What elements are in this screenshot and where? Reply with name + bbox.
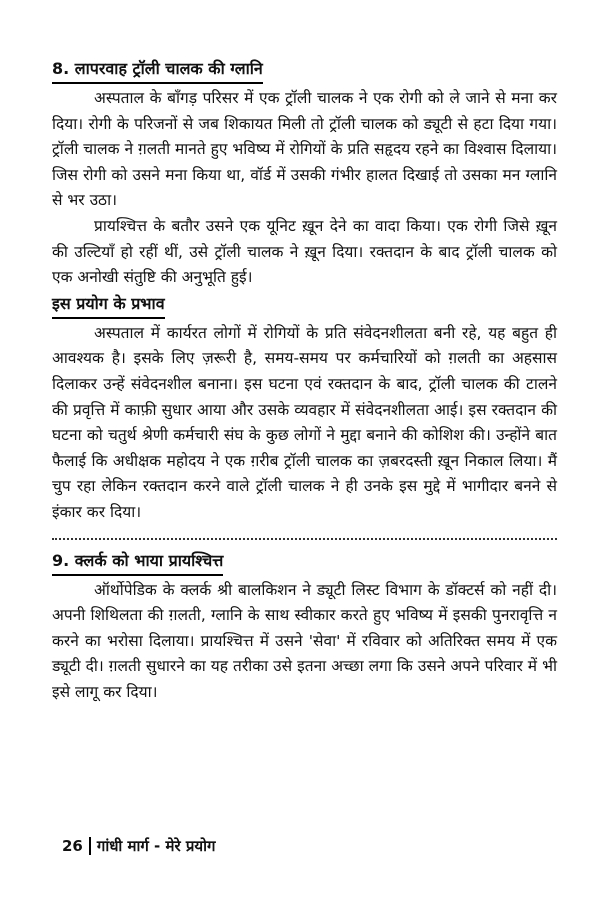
section-8-paragraph-2: प्रायश्चित्त के बतौर उसने एक यूनिट ख़ून देने का वादा किया। एक रोगी जिसे ख़ून की उल्टियाँ हो रहीं थीं, उसे ट्रॉली चालक ने ख़ून दिया। रक्तदान के बाद ट्रॉली चालक को एक अनोखी संतुष्टि की अनुभूति हुई।	[52, 216, 557, 287]
effects-heading: इस प्रयोग के प्रभाव	[52, 291, 165, 319]
page-content	[52, 56, 557, 705]
book-title: गांधी मार्ग - मेरे प्रयोग	[96, 837, 216, 855]
section-9-heading: 9. क्लर्क को भाया प्रायश्चित्त	[52, 548, 223, 576]
dotted-separator	[52, 538, 557, 540]
page-number: 26	[62, 837, 91, 855]
effects-paragraph: अस्पताल में कार्यरत लोगों में रोगियों के प्रति संवेदनशीलता बनी रहे, यह बहुत ही आवश्यक है। इसके लिए ज़रूरी है, समय-समय पर कर्मचारियों को ग़लती का अहसास दिलाकर उन्हें संवेदनशील बनाना। इस घटना एवं रक्तदान के बाद, ट्रॉली चालक की टालने की प्रवृत्ति में काफ़ी सुधार आया और उसके व्यवहार में संवेदनशीलता आई। इस रक्तदान की घटना को चतुर्थ श्रेणी कर्मचारी संघ के कुछ लोगों ने मुद्दा बनाने की कोशिश की। उन्होंने बात फैलाई कि अधीक्षक महोदय ने एक ग़रीब ट्रॉली चालक का ज़बरदस्ती ख़ून निकाल लिया। मैं चुप रहा लेकिन रक्तदान करने वाले ट्रॉली चालक ने ही उनके इस मुद्दे में भागीदार बनने से इंकार कर दिया।	[52, 323, 557, 521]
section-8-heading: 8. लापरवाह ट्रॉली चालक की ग्लानि	[52, 56, 263, 84]
section-9-paragraph: ऑर्थोपेडिक के क्लर्क श्री बालकिशन ने ड्यूटी लिस्ट विभाग के डॉक्टर्स को नहीं दी। अपनी शिथिलता की ग़लती, ग्लानि के साथ स्वीकार करते हुए भविष्य में इसकी पुनरावृत्ति न करने का भरोसा दिलाया। प्रायश्चित्त में उसने 'सेवा' में रविवार को अतिरिक्त समय में एक ड्यूटी दी। ग़लती सुधारने का यह तरीका उसे इतना अच्छा लगा कि उसने अपने परिवार में भी इसे लागू कर दिया।	[52, 580, 557, 701]
page-footer	[62, 836, 215, 856]
section-8-paragraph-1: अस्पताल के बाँगड़ परिसर में एक ट्रॉली चालक ने एक रोगी को ले जाने से मना कर दिया। रोगी के परिजनों से जब शिकायत मिली तो ट्रॉली चालक को ड्यूटी से हटा दिया गया। ट्रॉली चालक ने ग़लती मानते हुए भविष्य में रोगियों के प्रति सहृदय रहने का विश्वास दिलाया। जिस रोगी को उसने मना किया था, वॉर्ड में उसकी गंभीर हालत दिखाई तो उसका मन ग्लानि से भर उठा।	[52, 89, 557, 210]
